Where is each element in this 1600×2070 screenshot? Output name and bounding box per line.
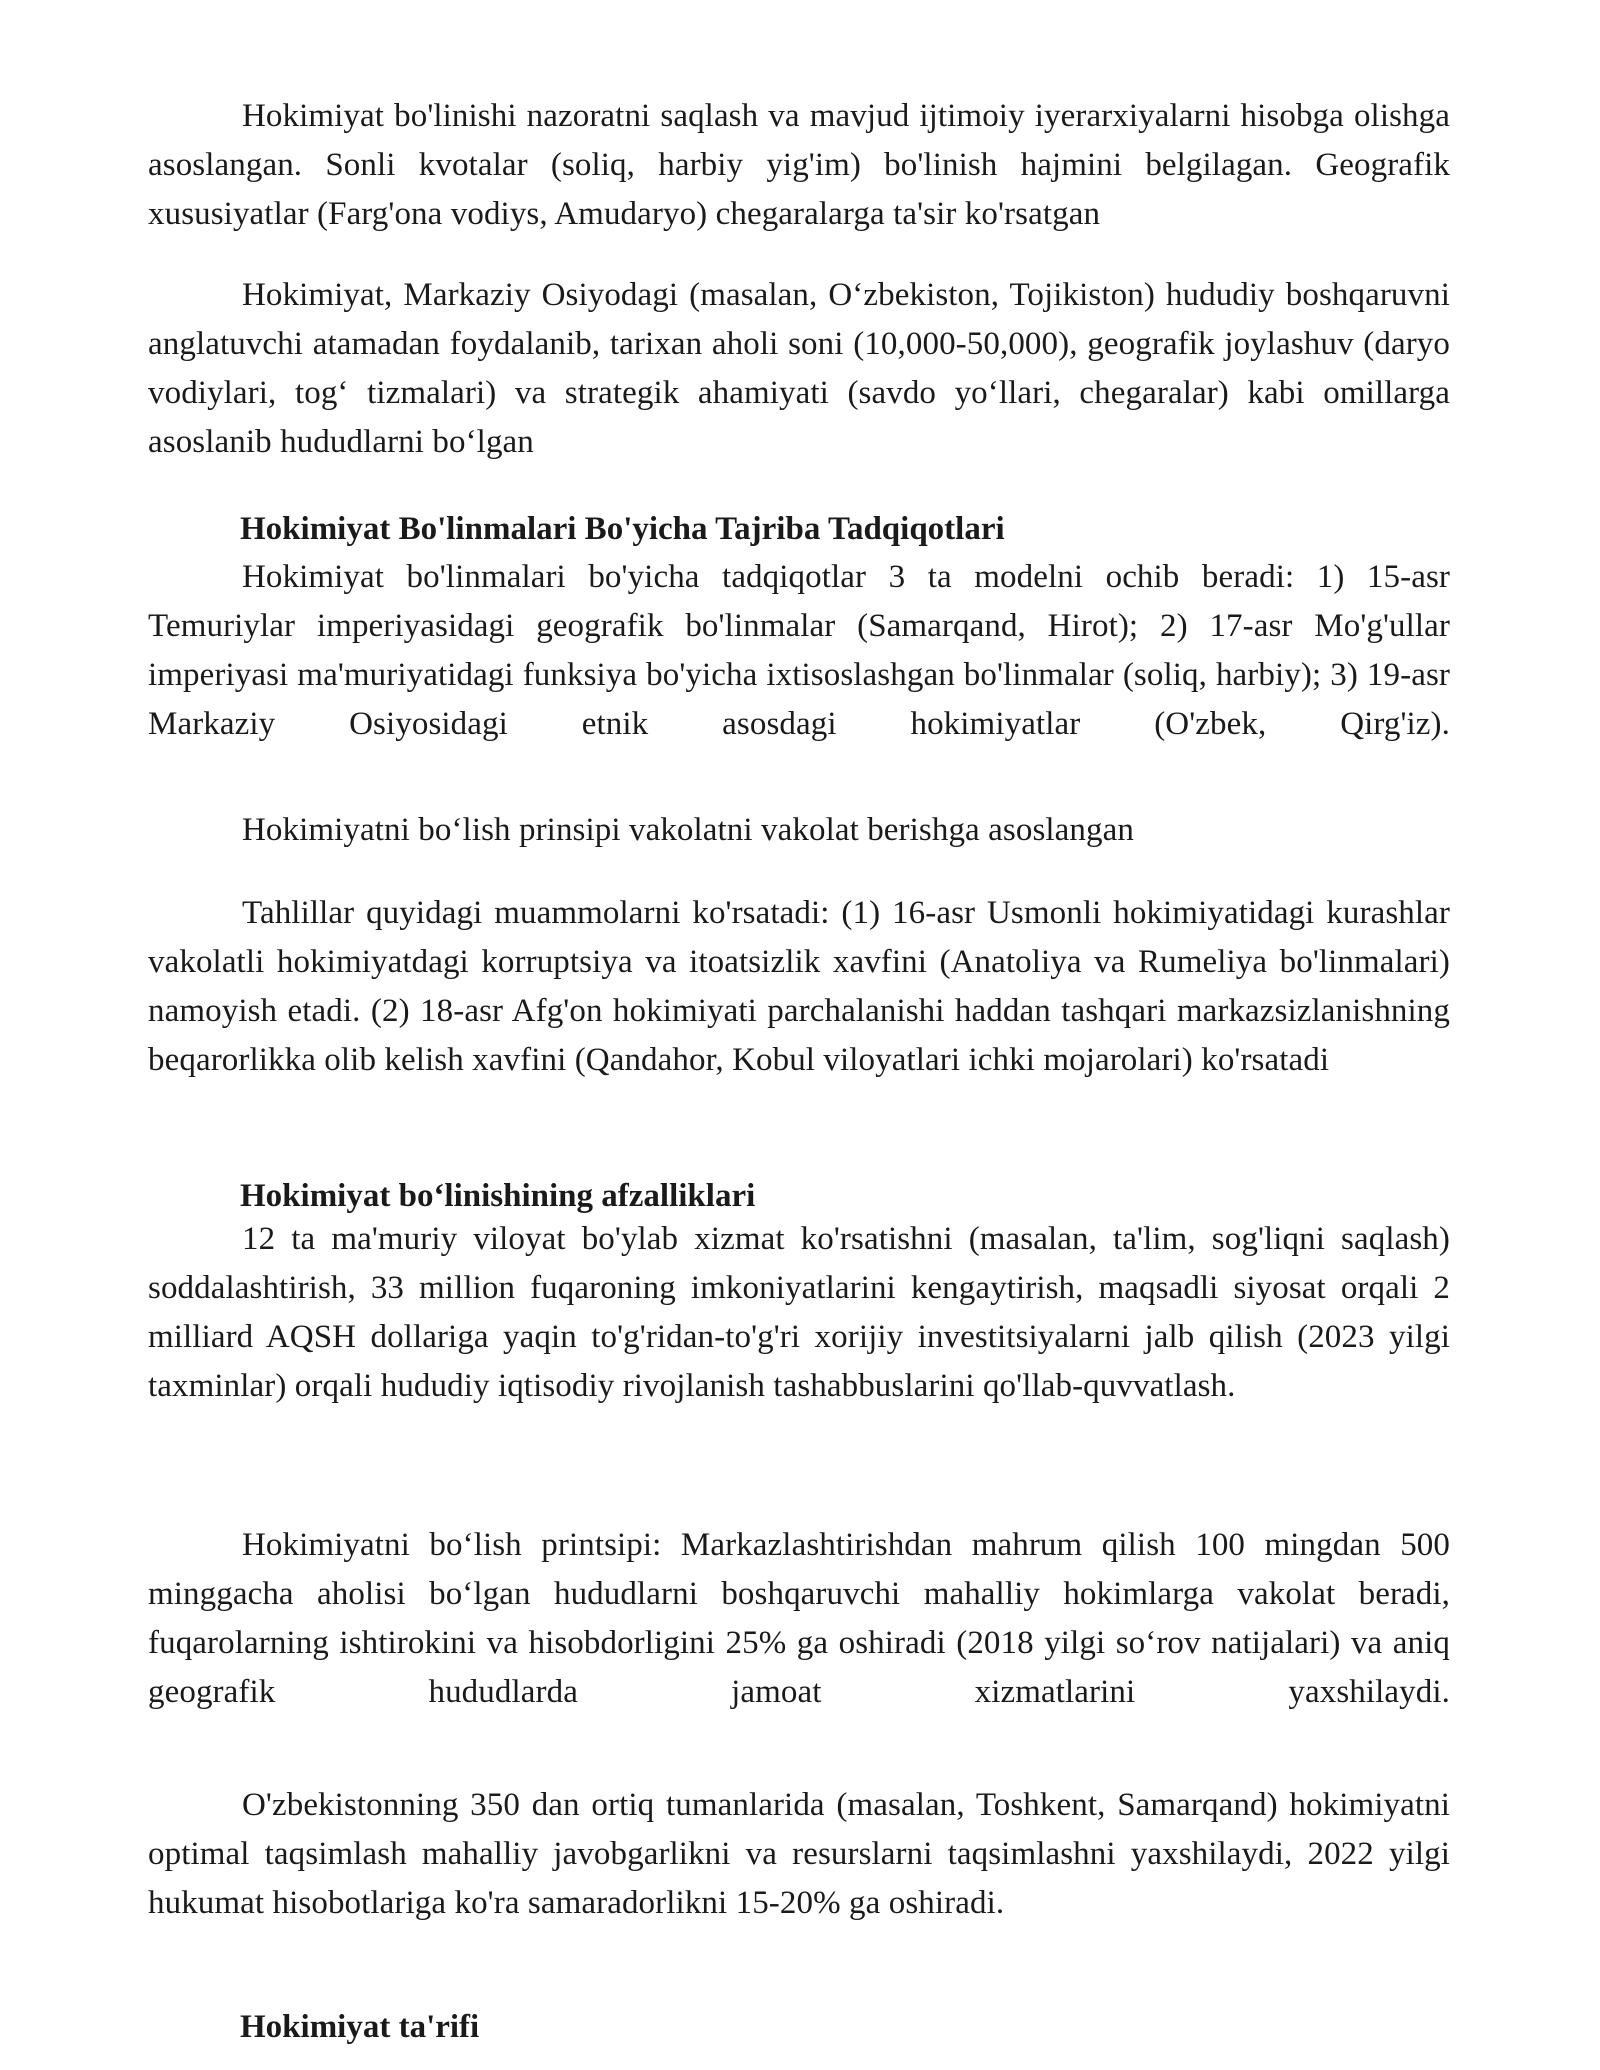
paragraph-hokimiyat-history: Hokimiyat, Markaziy Osiyodagi (masalan, O‘zbekiston, Tojikiston) hududiy boshqaruvni anglatuvchi atamadan foydalanib, tarixan aholi soni (10,000-50,000), geografik joylashuv (daryo vodiylari, tog‘ tizmalari) va strategik ahamiyati (savdo yo‘llari, chegaralar) kabi omillarga asoslanib hududlarni bo‘lgan xyxy=(148,277,1450,460)
paragraph-analysis-problems: Tahlillar quyidagi muammolarni ko'rsatadi: (1) 16-asr Usmonli hokimiyatidagi kurashlar vakolatli hokimiyatdagi korruptsiya va itoatsizlik xavfini (Anatoliya va Rumeliya bo'linmalari) namoyish etadi. (2) 18-asr Afg'on hokimiyati parchalanishi haddan tashqari markazsizlanishning beqarorlikka olib kelish xavfini (Qandahor, Kobul viloyatlari ichki mojarolari) ko'rsatadi xyxy=(148,895,1450,1078)
paragraph-uzbekistan-districts: O'zbekistonning 350 dan ortiq tumanlarida (masalan, Toshkent, Samarqand) hokimiyatni optimal taqsimlash mahalliy javobgarlikni va resurslarni taqsimlashni yaxshilaydi, 2022 yilgi hukumat hisobotlariga ko'ra samaradorlikni 15-20% ga oshiradi. xyxy=(148,1787,1450,1921)
paragraph-advantages: 12 ta ma'muriy viloyat bo'ylab xizmat ko'rsatishni (masalan, ta'lim, sog'liqni saqlash) soddalashtirish, 33 million fuqaroning imkoniyatlarini kengaytirish, maqsadli siyosat orqali 2 milliard AQSH dollariga yaqin to'g'ridan-to'g'ri xorijiy investitsiyalarni jalb qilish (2023 yilgi taxminlar) orqali hududiy iqtisodiy rivojlanish tashabbuslarini qo'llab-quvvatlash. xyxy=(148,1221,1450,1404)
heading-advantages: Hokimiyat bo‘linishining afzalliklari xyxy=(240,1178,756,1214)
paragraph-research-models: Hokimiyat bo'linmalari bo'yicha tadqiqotlar 3 ta modelni ochib beradi: 1) 15-asr Temuriylar imperiyasidagi geografik bo'linmalar (Samarqand, Hirot); 2) 17-asr Mo'g'ullar imperiyasi ma'muriyatidagi funksiya bo'yicha ixtisoslashgan bo'linmalar (soliq, harbiy); 3) 19-asr Markaziy Osiyosidagi etnik asosdagi hokimiyatlar (O'zbek, Qirg'iz). xyxy=(148,559,1450,742)
heading-experimental-research: Hokimiyat Bo'linmalari Bo'yicha Tajriba Tadqiqotlari xyxy=(240,511,1005,547)
paragraph-division-principle: Hokimiyatni bo‘lish prinsipi vakolatni vakolat berishga asoslangan xyxy=(242,812,1134,848)
heading-definition: Hokimiyat ta'rifi xyxy=(240,2009,480,2045)
paragraph-division-control: Hokimiyat bo'linishi nazoratni saqlash va mavjud ijtimoiy iyerarxiyalarni hisobga olishga asoslangan. Sonli kvotalar (soliq, harbiy yig'im) bo'linish hajmini belgilagan. Geografik xususiyatlar (Farg'ona vodiys, Amudaryo) chegaralarga ta'sir ko'rsatgan xyxy=(148,98,1450,232)
paragraph-decentralization: Hokimiyatni bo‘lish printsipi: Markazlashtirishdan mahrum qilish 100 mingdan 500 minggacha aholisi bo‘lgan hududlarni boshqaruvchi mahalliy hokimlarga vakolat beradi, fuqarolarning ishtirokini va hisobdorligini 25% ga oshiradi (2018 yilgi so‘rov natijalari) va aniq geografik hududlarda jamoat xizmatlarini yaxshilaydi. xyxy=(148,1527,1450,1710)
